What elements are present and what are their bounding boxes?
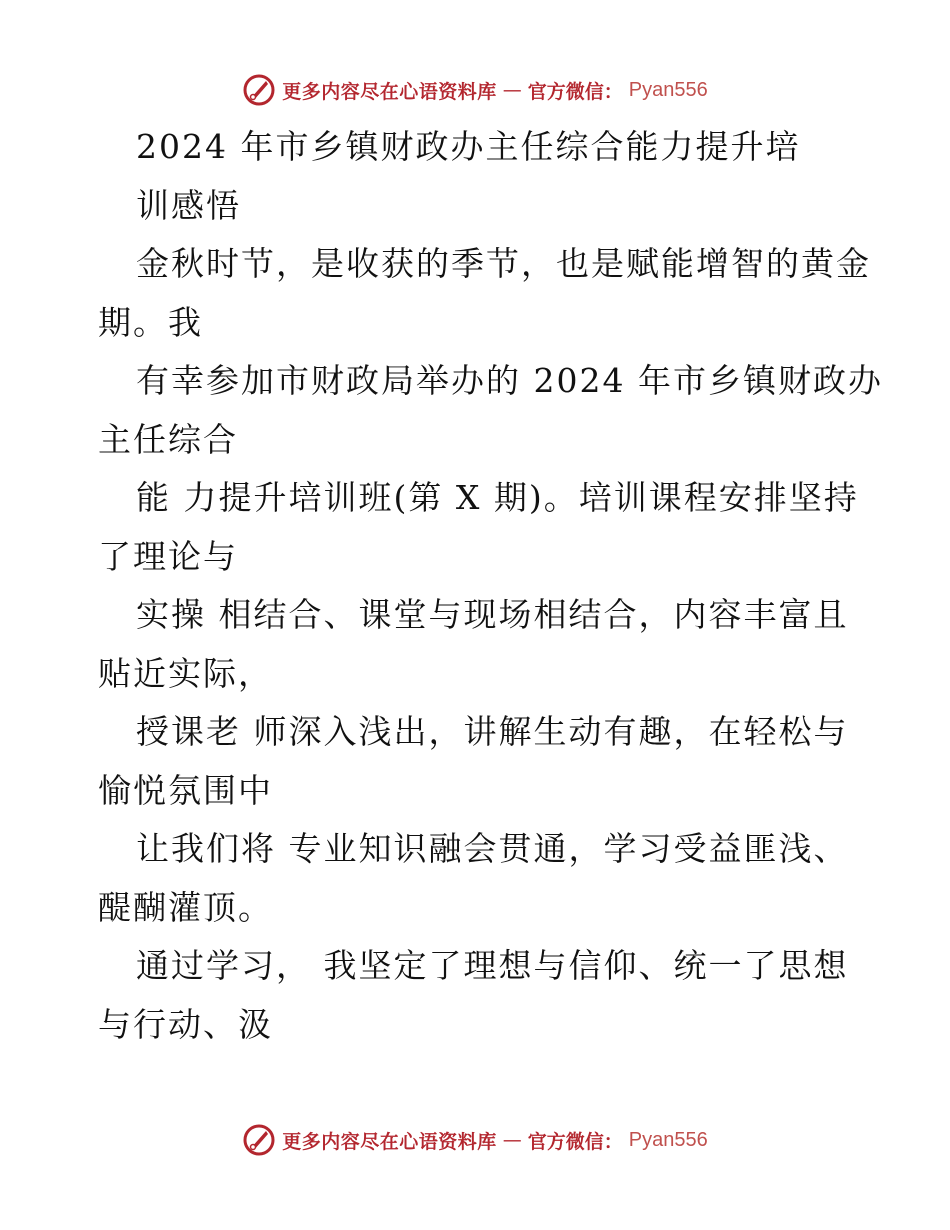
doc-line-15: 通过学习， 我坚定了理想与信仰、统一了思想 bbox=[136, 946, 849, 985]
header-wechat-label: 官方微信： bbox=[527, 80, 623, 103]
document-body bbox=[98, 118, 883, 1054]
header-separator: — bbox=[502, 79, 522, 101]
doc-line-12: 愉悦氛围中 bbox=[98, 770, 273, 810]
footer-wechat-id: Pyan556 bbox=[628, 1128, 708, 1151]
doc-line-10: 贴近实际， bbox=[98, 653, 273, 693]
doc-line-11: 授课老 师深入浅出，讲解生动有趣，在轻松与 bbox=[136, 712, 849, 751]
doc-line-14: 醍醐灌顶。 bbox=[98, 887, 273, 927]
header-wechat-id: Pyan556 bbox=[628, 78, 708, 101]
doc-line-9: 实操 相结合、课堂与现场相结合，内容丰富且 bbox=[136, 595, 849, 634]
doc-line-6: 主任综合 bbox=[98, 419, 238, 459]
footer-separator: — bbox=[502, 1129, 522, 1151]
footer-wechat-label: 官方微信： bbox=[527, 1130, 623, 1153]
doc-line-1: 2024 年市乡镇财政办主任综合能力提升培 bbox=[136, 127, 801, 166]
doc-line-3: 金秋时节，是收获的季节，也是赋能增智的黄金 bbox=[136, 244, 871, 283]
doc-line-2: 训感悟 bbox=[136, 185, 241, 225]
footer-site-text: 更多内容尽在心语资料库 bbox=[282, 1130, 497, 1153]
quill-logo-icon bbox=[242, 1123, 276, 1157]
quill-logo-icon bbox=[242, 73, 276, 107]
header-watermark bbox=[0, 70, 950, 110]
doc-line-8: 了理论与 bbox=[98, 536, 238, 576]
doc-line-4: 期。我 bbox=[98, 302, 203, 342]
doc-line-5: 有幸参加市财政局举办的 2024 年市乡镇财政办 bbox=[136, 361, 883, 400]
doc-line-16: 与行动、汲 bbox=[98, 1004, 273, 1044]
doc-line-13: 让我们将 专业知识融会贯通，学习受益匪浅、 bbox=[136, 829, 849, 868]
footer-watermark bbox=[0, 1120, 950, 1160]
doc-line-7: 能 力提升培训班(第 X 期)。培训课程安排坚持 bbox=[136, 478, 859, 517]
header-site-text: 更多内容尽在心语资料库 bbox=[282, 80, 497, 103]
